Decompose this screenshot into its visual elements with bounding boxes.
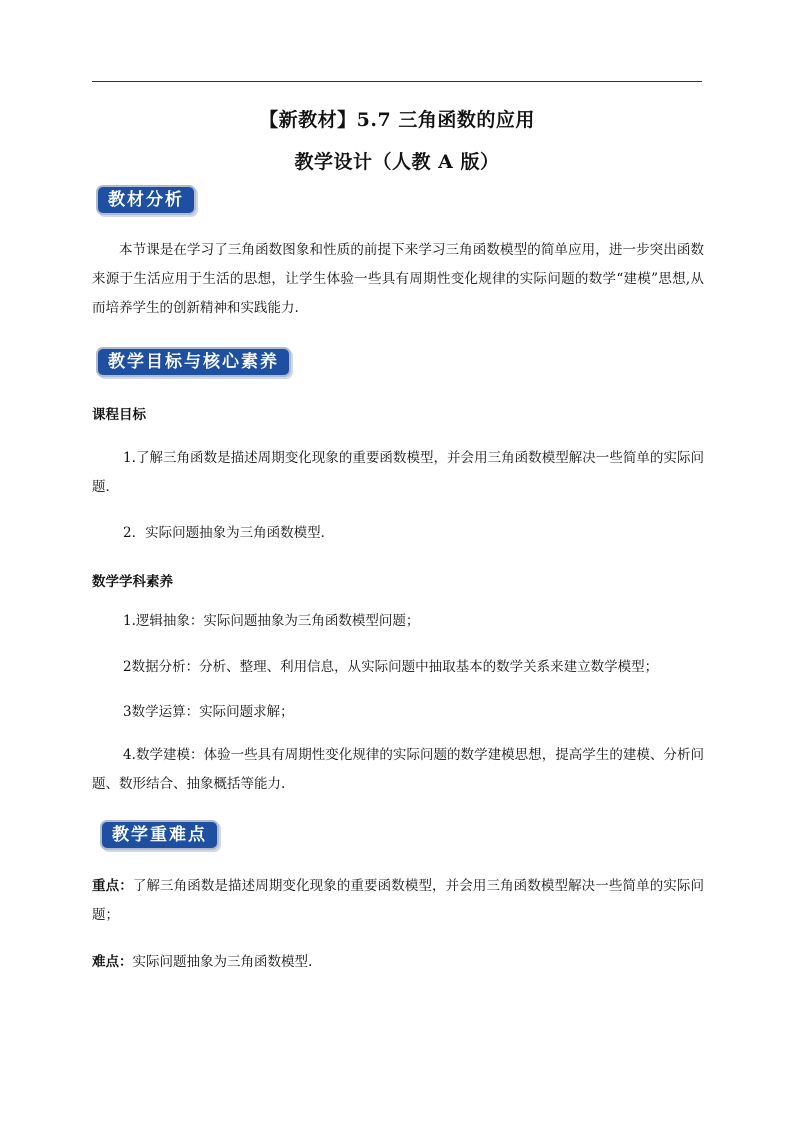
section-badge-key-points: 教学重难点	[100, 820, 219, 850]
literacy-item: 3数学运算：实际问题求解；	[123, 704, 294, 720]
difficult-point-text: 实际问题抽象为三角函数模型.	[132, 954, 313, 970]
key-point-label: 重点：	[92, 878, 133, 894]
section-badge-analysis: 教材分析	[96, 185, 196, 215]
key-point-text: 了解三角函数是描述周期变化现象的重要函数模型，并会用三角函数模型解决一些简单的实际问题；	[92, 878, 705, 923]
key-point-paragraph	[92, 872, 704, 930]
literacy-heading: 数学学科素养	[92, 574, 173, 590]
difficult-point-paragraph	[92, 948, 704, 977]
header-rule	[92, 81, 702, 82]
difficult-point-label: 难点：	[92, 954, 133, 970]
literacy-item: 2数据分析：分析、整理、利用信息，从实际问题中抽取基本的数学关系来建立数学模型；	[123, 659, 659, 675]
literacy-item: 4.数学建模：体验一些具有周期性变化规律的实际问题的数学建模思想，提高学生的建模、分析问题、数形结合、抽象概括等能力.	[92, 747, 704, 792]
course-goal-item: 1.了解三角函数是描述周期变化现象的重要函数模型，并会用三角函数模型解决一些简单的实际问题．	[92, 450, 704, 495]
analysis-paragraph: 本节课是在学习了三角函数图象和性质的前提下来学习三角函数模型的简单应用，进一步突出函数来源于生活应用于生活的思想，让学生体验一些具有周期性变化规律的实际问题的数学“建模”思想,从而培养学生的创新精神和实践能力.	[92, 242, 704, 316]
document-title: 【新教材】5.7 三角函数的应用	[259, 109, 535, 131]
section-badge-goals: 教学目标与核心素养	[96, 347, 291, 377]
course-goals-heading: 课程目标	[92, 407, 146, 423]
document-subtitle: 教学设计（人教 A 版）	[294, 151, 500, 173]
literacy-item: 1.逻辑抽象：实际问题抽象为三角函数模型问题；	[123, 613, 420, 629]
course-goal-item: 2．实际问题抽象为三角函数模型．	[123, 525, 335, 541]
